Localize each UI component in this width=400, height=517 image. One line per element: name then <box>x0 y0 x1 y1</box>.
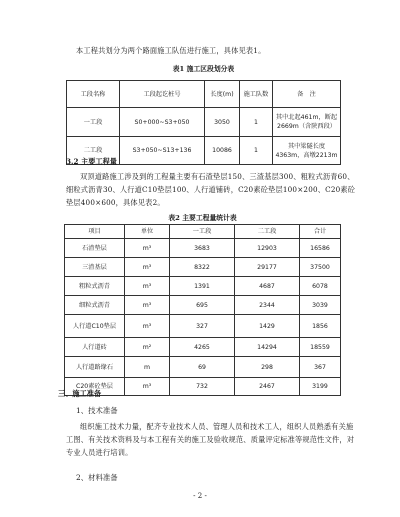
table-row <box>65 357 341 378</box>
section-3-2-heading: 3.2 主要工程量 <box>66 157 117 166</box>
t2-cell: m³ <box>125 378 170 396</box>
t2-cell: 18559 <box>300 338 341 357</box>
table1-caption: 表1 施工区段划分表 <box>172 65 235 73</box>
table-row <box>65 258 341 277</box>
t1-cell: 10086 <box>205 137 240 165</box>
t2-cell: 298 <box>235 357 300 378</box>
section-division-table <box>66 80 341 165</box>
t2-cell: 人行道路缘石 <box>65 357 125 378</box>
t1-header-remarks: 备 注 <box>273 81 341 108</box>
intro-paragraph: 本工程共划分为两个路面施工队伍进行施工，具体见表1。 <box>76 46 266 55</box>
t1-header-length: 长度(m) <box>205 81 240 108</box>
table-row <box>65 338 341 357</box>
t2-cell: 327 <box>170 315 235 338</box>
t2-cell: 1391 <box>170 277 235 296</box>
technical-preparation-paragraph: 组织施工技术力量，配齐专业技术人员、管理人员和技术工人，组织人员熟悉有关施工图、有关技术资料及与本工程有关的施工及验收规范、质量评定标准等规范性文件，对专业人员进行培训。 <box>66 422 355 457</box>
table-row <box>65 315 341 338</box>
t2-cell: 732 <box>170 378 235 396</box>
t2-header-section2: 二工段 <box>235 225 300 239</box>
page-number: - 2 - <box>193 492 207 500</box>
t2-cell: 粗粒式沥青 <box>65 277 125 296</box>
section-3-heading: 三、施工准备 <box>58 389 102 398</box>
t2-cell: m³ <box>125 258 170 277</box>
quantities-table <box>64 224 341 396</box>
t1-cell: 1 <box>240 137 273 165</box>
t2-cell: 37500 <box>300 258 341 277</box>
table2-caption: 表2 主要工程量统计表 <box>168 214 237 222</box>
table-row <box>67 108 341 137</box>
t2-cell: 2344 <box>235 296 300 315</box>
t1-header-name: 工段名称 <box>67 81 120 108</box>
t2-cell: 1429 <box>235 315 300 338</box>
t2-header-unit: 单位 <box>125 225 170 239</box>
t2-cell: 29177 <box>235 258 300 277</box>
t1-cell: 其中梁隧长度4363m，高墩2213m <box>273 137 341 165</box>
t2-cell: 1856 <box>300 315 341 338</box>
t2-cell: m³ <box>125 296 170 315</box>
subsection-materials-heading: 2、材料准备 <box>76 473 118 482</box>
t2-cell: 16586 <box>300 239 341 258</box>
t2-cell: 695 <box>170 296 235 315</box>
t2-cell: 2467 <box>235 378 300 396</box>
t2-cell: 6078 <box>300 277 341 296</box>
t2-cell: m³ <box>125 315 170 338</box>
t2-cell: m³ <box>125 277 170 296</box>
t2-cell: 12903 <box>235 239 300 258</box>
t2-cell: C20素砼垫层 <box>65 378 125 396</box>
quantities-paragraph: 双顶道路施工涉及到的工程量主要有石渣垫层150、三渣基层300、粗粒式沥青60、细粒式沥青30、人行道C10垫层100、人行道铺砖，C20素砼垫层100×200、C20素砼垫层400×600，具体见表2。 <box>66 172 356 207</box>
t2-cell: m² <box>125 338 170 357</box>
t2-cell: 3683 <box>170 239 235 258</box>
t2-cell: 三渣基层 <box>65 258 125 277</box>
t2-header-item: 项目 <box>65 225 125 239</box>
table-row <box>65 277 341 296</box>
t2-cell: 4265 <box>170 338 235 357</box>
t1-cell: 一工段 <box>67 108 120 137</box>
subsection-technical-heading: 1、技术准备 <box>76 406 118 415</box>
t2-cell: 367 <box>300 357 341 378</box>
t2-cell: 3199 <box>300 378 341 396</box>
t2-cell: 人行道C10垫层 <box>65 315 125 338</box>
t2-cell: m³ <box>125 239 170 258</box>
t1-cell: 二工段 <box>67 137 120 165</box>
t1-cell: S3+050~S13+136 <box>120 137 205 165</box>
t1-cell: S0+000~S3+050 <box>120 108 205 137</box>
t1-cell: 3050 <box>205 108 240 137</box>
t2-cell: 人行道砖 <box>65 338 125 357</box>
table-row <box>65 378 341 396</box>
t2-header-total: 合计 <box>300 225 341 239</box>
t2-cell: 3039 <box>300 296 341 315</box>
table-row <box>65 239 341 258</box>
t1-cell: 其中北起461m，断起2669m（含陕西段） <box>273 108 341 137</box>
t2-cell: 8322 <box>170 258 235 277</box>
t1-header-teams: 施工队数 <box>240 81 273 108</box>
t2-cell: 石渣垫层 <box>65 239 125 258</box>
t1-cell: 1 <box>240 108 273 137</box>
t2-cell: 69 <box>170 357 235 378</box>
t2-cell: m <box>125 357 170 378</box>
t2-cell: 14294 <box>235 338 300 357</box>
t2-cell: 4687 <box>235 277 300 296</box>
t2-cell: 细粒式沥青 <box>65 296 125 315</box>
t1-header-chainage: 工段起讫桩号 <box>120 81 205 108</box>
t2-header-section1: 一工段 <box>170 225 235 239</box>
table-row <box>65 296 341 315</box>
